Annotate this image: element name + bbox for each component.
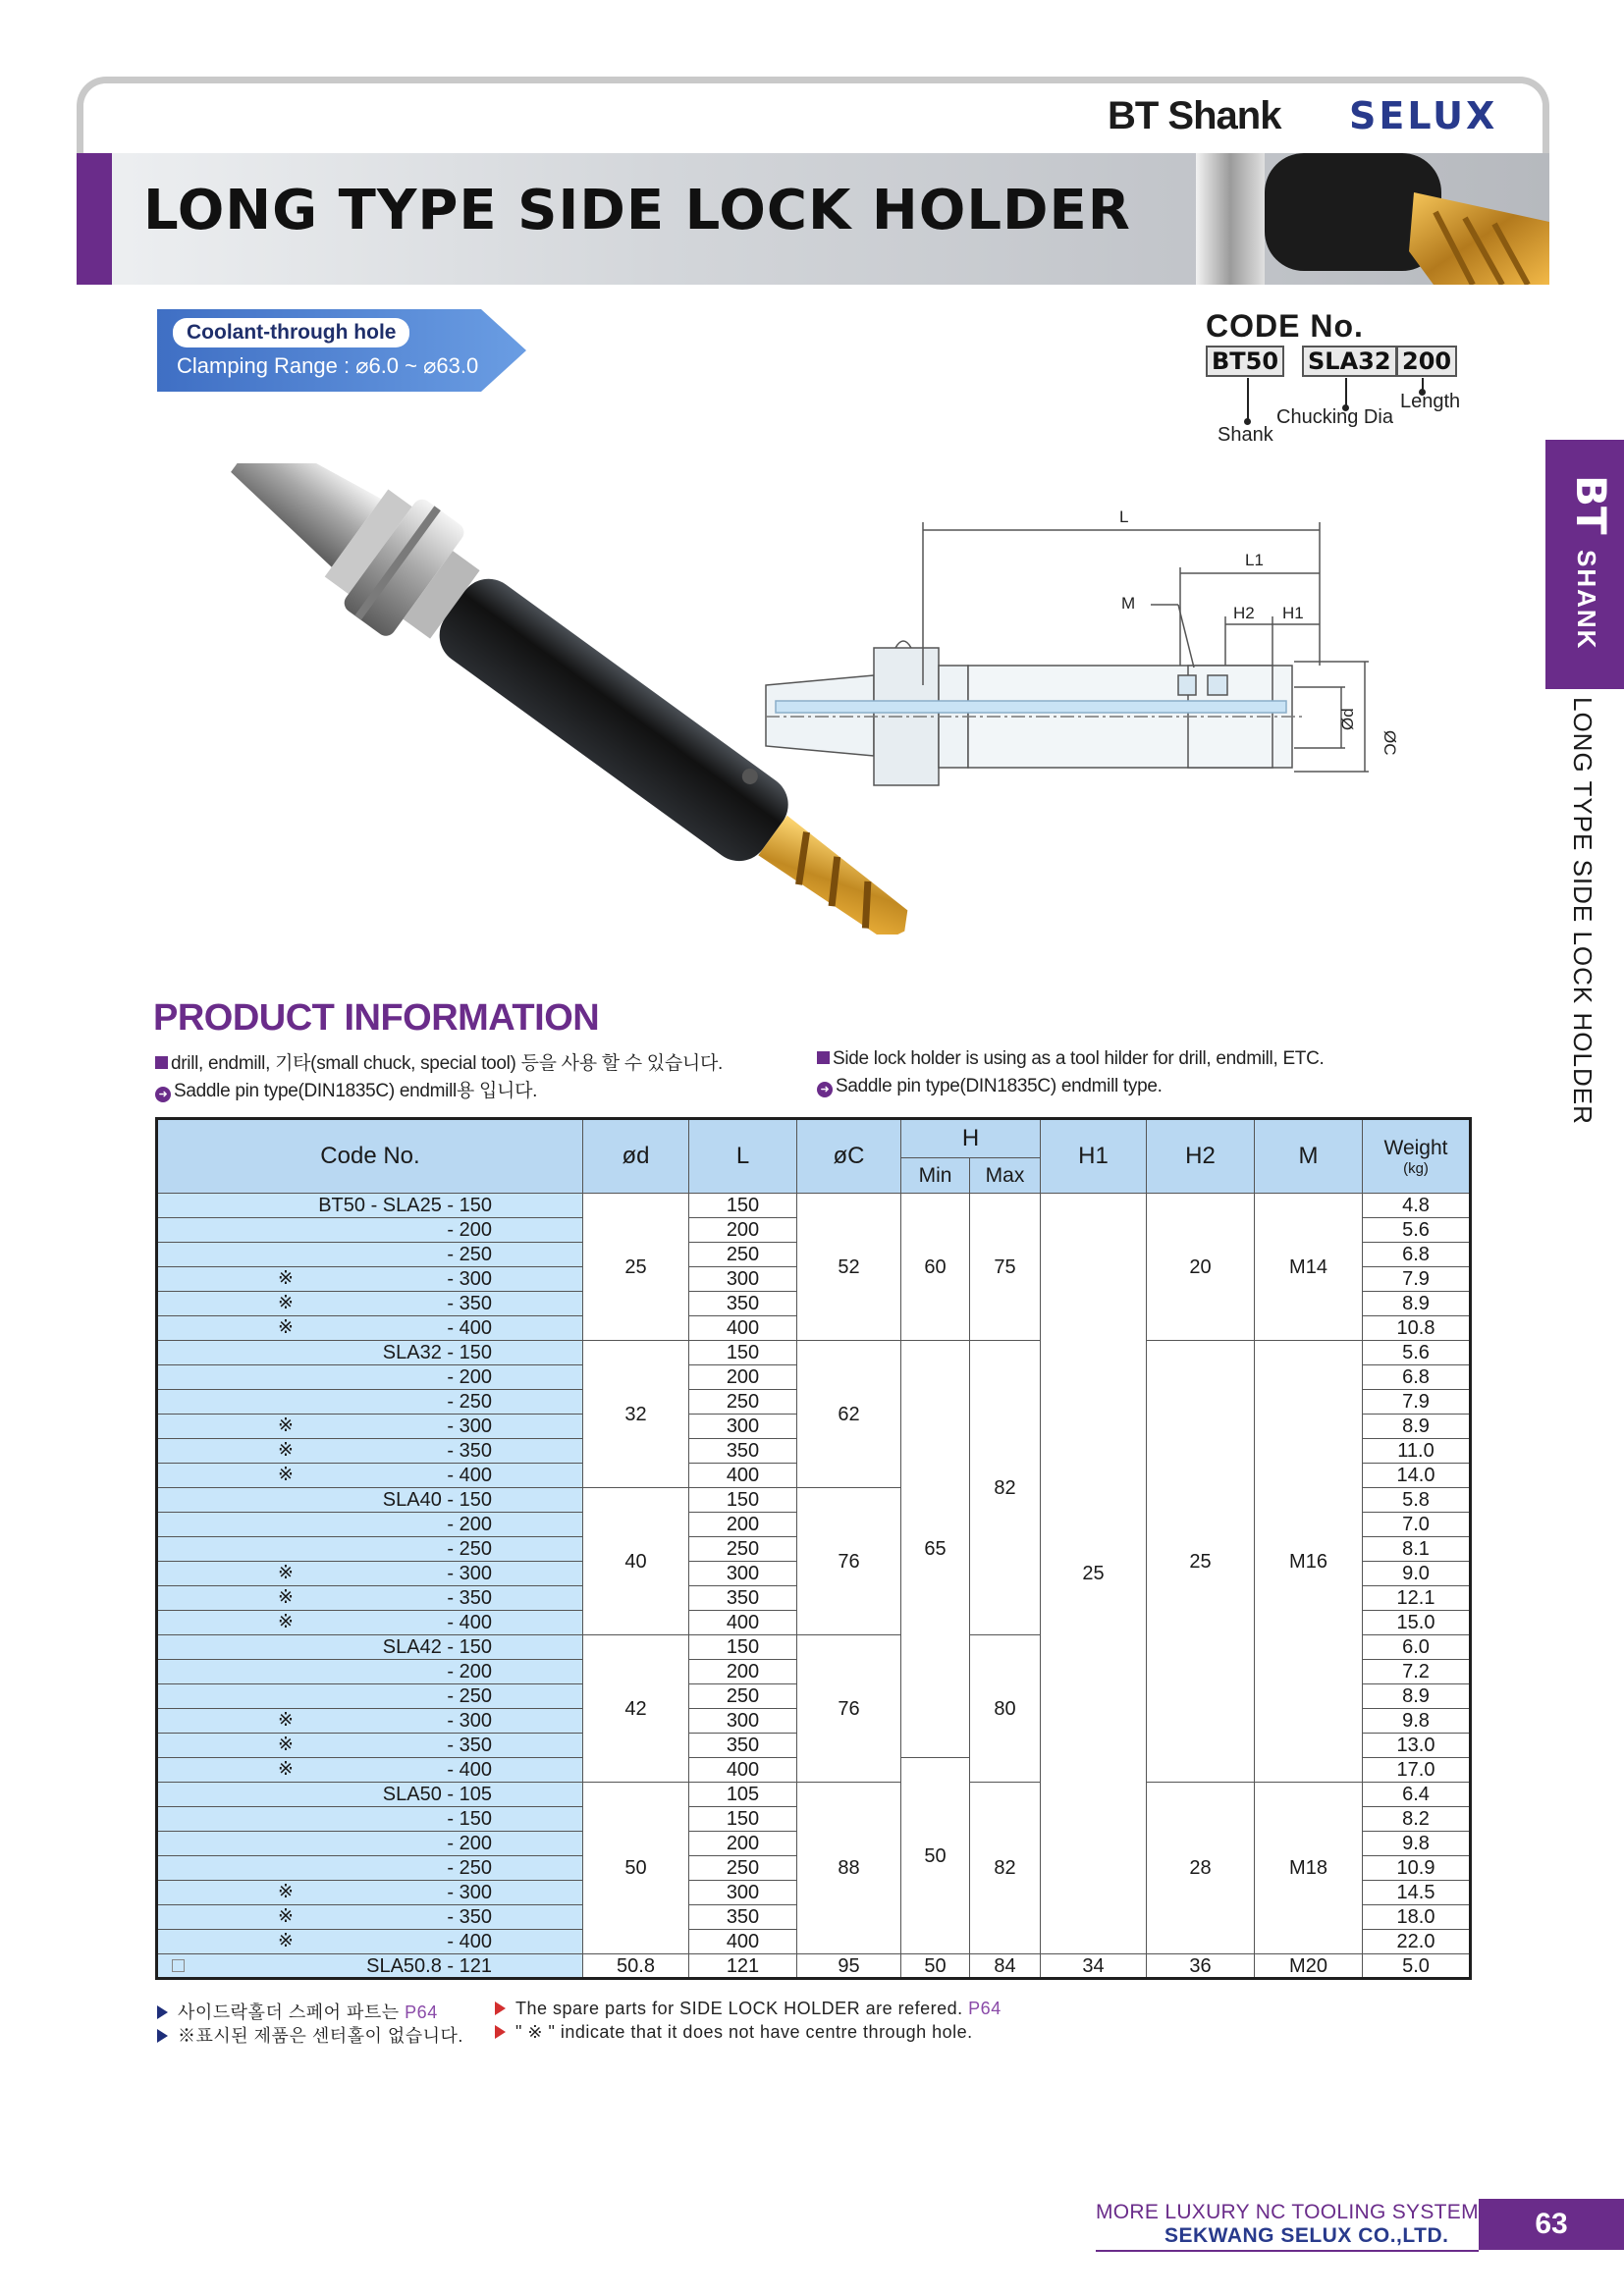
- header-oc: øC: [797, 1119, 901, 1194]
- dim-label-L1: L1: [1245, 551, 1264, 569]
- cell-length: 400: [689, 1464, 797, 1488]
- cell-od: 40: [583, 1488, 689, 1635]
- no-centre-hole-mark: ※: [278, 1415, 294, 1436]
- cell-hmin: 60: [901, 1194, 970, 1341]
- no-centre-hole-mark: ※: [278, 1931, 294, 1951]
- note-en-2: ➜ Saddle pin type(DIN1835C) endmill type.: [817, 1076, 1163, 1097]
- clamping-range: Clamping Range : ⌀6.0 ~ ⌀63.0: [177, 353, 479, 378]
- badge-label: Coolant-through hole: [173, 318, 409, 347]
- cell-code: [157, 1218, 583, 1243]
- note-kr-2: ➜ Saddle pin type(DIN1835C) endmill용 입니다.: [155, 1076, 537, 1102]
- series-title: BT Shank: [1108, 94, 1281, 137]
- code-label-length: Length: [1400, 391, 1461, 412]
- cell-weight: 8.1: [1363, 1537, 1471, 1562]
- cell-od: 25: [583, 1194, 689, 1341]
- page-number: 63: [1479, 2199, 1624, 2250]
- cell-length: 250: [689, 1856, 797, 1881]
- cell-m: M14: [1255, 1194, 1363, 1341]
- cell-length: 200: [689, 1513, 797, 1537]
- code-text: - 200: [447, 1833, 492, 1854]
- cell-weight: 6.4: [1363, 1783, 1471, 1807]
- side-product-name: LONG TYPE SIDE LOCK HOLDER: [1568, 697, 1597, 1125]
- header-weight: Weight (kg): [1363, 1119, 1471, 1194]
- cell-code: [157, 1905, 583, 1930]
- footer-rule: [1096, 2250, 1479, 2252]
- cell-code: [157, 1709, 583, 1734]
- cell-od: 50.8: [583, 1954, 689, 1979]
- code-text: SLA32 - 150: [382, 1342, 492, 1363]
- arrow-circle-icon: ➜: [155, 1087, 171, 1102]
- no-centre-hole-mark: ※: [278, 1465, 294, 1485]
- cell-h1: 34: [1041, 1954, 1147, 1979]
- cell-od: 50: [583, 1783, 689, 1954]
- triangle-bullet-icon: [157, 2029, 168, 2043]
- code-text: - 200: [447, 1514, 492, 1535]
- code-label-chucking: Chucking Dia: [1276, 406, 1393, 428]
- footer-tagline: MORE LUXURY NC TOOLING SYSTEM: [1096, 2201, 1479, 2223]
- code-text: SLA50.8 - 121: [366, 1955, 492, 1977]
- code-text: SLA50 - 105: [382, 1784, 492, 1805]
- cell-length: 250: [689, 1390, 797, 1415]
- cell-length: 200: [689, 1660, 797, 1684]
- code-text: - 250: [447, 1391, 492, 1413]
- cell-weight: 4.8: [1363, 1194, 1471, 1218]
- no-centre-hole-mark: ※: [278, 1293, 294, 1313]
- cell-h2: 28: [1147, 1783, 1255, 1954]
- cell-weight: 6.8: [1363, 1365, 1471, 1390]
- cell-weight: 8.2: [1363, 1807, 1471, 1832]
- triangle-bullet-icon: [157, 2005, 168, 2019]
- cell-code: [157, 1832, 583, 1856]
- square-bullet-icon: [155, 1056, 168, 1069]
- cell-length: 105: [689, 1783, 797, 1807]
- header-code: Code No.: [157, 1119, 583, 1194]
- header-od: ød: [583, 1119, 689, 1194]
- cell-weight: 10.9: [1363, 1856, 1471, 1881]
- code-text: - 350: [447, 1906, 492, 1928]
- cell-code: [157, 1954, 583, 1979]
- code-text: - 300: [447, 1563, 492, 1584]
- no-centre-hole-mark: ※: [278, 1710, 294, 1731]
- cell-length: 150: [689, 1341, 797, 1365]
- cell-length: 300: [689, 1267, 797, 1292]
- cell-weight: 7.2: [1363, 1660, 1471, 1684]
- table-row: [157, 1783, 1471, 1807]
- code-text: - 400: [447, 1317, 492, 1339]
- cell-code: [157, 1537, 583, 1562]
- header-top-strip: [83, 83, 1543, 152]
- code-text: - 350: [447, 1293, 492, 1314]
- no-centre-hole-mark: ※: [278, 1759, 294, 1780]
- header-L: L: [689, 1119, 797, 1194]
- code-text: - 400: [447, 1931, 492, 1952]
- code-text: - 250: [447, 1685, 492, 1707]
- side-tab-bt: BT: [1567, 475, 1615, 535]
- cell-length: 200: [689, 1218, 797, 1243]
- code-text: - 300: [447, 1268, 492, 1290]
- cell-hmax: 84: [970, 1954, 1041, 1979]
- cell-hmin: 50: [901, 1954, 970, 1979]
- no-centre-hole-mark: ※: [278, 1587, 294, 1608]
- cell-weight: 9.8: [1363, 1832, 1471, 1856]
- cell-weight: 6.8: [1363, 1243, 1471, 1267]
- cell-length: 150: [689, 1194, 797, 1218]
- cell-weight: 15.0: [1363, 1611, 1471, 1635]
- cell-length: 150: [689, 1807, 797, 1832]
- cell-h1: 25: [1041, 1194, 1147, 1954]
- code-label-shank: Shank: [1218, 424, 1273, 446]
- cell-length: 300: [689, 1881, 797, 1905]
- cell-code: [157, 1341, 583, 1365]
- cell-h2: 25: [1147, 1341, 1255, 1783]
- no-centre-hole-mark: ※: [278, 1268, 294, 1289]
- cell-code: [157, 1758, 583, 1783]
- cell-length: 300: [689, 1415, 797, 1439]
- cell-weight: 5.6: [1363, 1218, 1471, 1243]
- header-H-min: Min: [901, 1158, 970, 1194]
- footnote-kr-1: 사이드락홀더 스페어 파트는 P64: [157, 1999, 438, 2024]
- cell-weight: 11.0: [1363, 1439, 1471, 1464]
- cell-length: 300: [689, 1709, 797, 1734]
- code-text: - 300: [447, 1882, 492, 1903]
- table-row: [157, 1194, 1471, 1218]
- section-title: PRODUCT INFORMATION: [153, 997, 600, 1039]
- cell-weight: 5.8: [1363, 1488, 1471, 1513]
- cell-oc: 76: [797, 1635, 901, 1783]
- cell-m: M16: [1255, 1341, 1363, 1783]
- footnote-kr-2: ※표시된 제품은 센터홀이 없습니다.: [157, 2022, 463, 2048]
- cell-weight: 18.0: [1363, 1905, 1471, 1930]
- cell-length: 150: [689, 1635, 797, 1660]
- cell-length: 250: [689, 1537, 797, 1562]
- brand-logo: SELUX: [1349, 94, 1498, 137]
- cell-length: 350: [689, 1292, 797, 1316]
- cell-code: [157, 1415, 583, 1439]
- cell-code: [157, 1856, 583, 1881]
- cell-length: 400: [689, 1611, 797, 1635]
- code-text: - 350: [447, 1735, 492, 1756]
- cell-code: [157, 1464, 583, 1488]
- cell-length: 250: [689, 1243, 797, 1267]
- code-text: - 350: [447, 1587, 492, 1609]
- code-part-length: 200: [1396, 346, 1457, 377]
- table-row: [157, 1954, 1471, 1979]
- cell-length: 350: [689, 1905, 797, 1930]
- cell-code: [157, 1267, 583, 1292]
- spec-table: [155, 1117, 1472, 1980]
- code-text: - 250: [447, 1857, 492, 1879]
- cell-code: [157, 1807, 583, 1832]
- cell-code: [157, 1292, 583, 1316]
- cell-weight: 8.9: [1363, 1684, 1471, 1709]
- dim-label-L: L: [1119, 507, 1129, 526]
- triangle-bullet-icon: [495, 2002, 506, 2015]
- code-text: - 400: [447, 1759, 492, 1781]
- square-outline-icon: [172, 1959, 185, 1972]
- code-text: - 300: [447, 1710, 492, 1732]
- header-M: M: [1255, 1119, 1363, 1194]
- dim-label-H1: H1: [1282, 604, 1304, 622]
- header-H: H: [901, 1119, 1041, 1158]
- code-text: - 350: [447, 1440, 492, 1462]
- code-text: - 400: [447, 1612, 492, 1633]
- dim-label-od: Ød: [1338, 708, 1357, 730]
- no-centre-hole-mark: ※: [278, 1612, 294, 1632]
- cell-length: 350: [689, 1439, 797, 1464]
- cell-code: [157, 1243, 583, 1267]
- code-leader: [1345, 378, 1347, 407]
- cell-weight: 7.9: [1363, 1390, 1471, 1415]
- cell-oc: 76: [797, 1488, 901, 1635]
- cell-od: 42: [583, 1635, 689, 1783]
- cell-w: 5.0: [1363, 1954, 1471, 1979]
- code-text: - 250: [447, 1244, 492, 1265]
- code-text: BT50 - SLA25 - 150: [318, 1195, 492, 1216]
- cell-length: 400: [689, 1316, 797, 1341]
- cell-weight: 9.8: [1363, 1709, 1471, 1734]
- cell-code: [157, 1930, 583, 1954]
- footnote-en-2: " ※ " indicate that it does not have centre through hole.: [495, 2022, 973, 2043]
- cell-weight: 17.0: [1363, 1758, 1471, 1783]
- cell-weight: 10.8: [1363, 1316, 1471, 1341]
- cell-weight: 7.0: [1363, 1513, 1471, 1537]
- code-text: SLA42 - 150: [382, 1636, 492, 1658]
- cell-code: [157, 1316, 583, 1341]
- cell-weight: 14.0: [1363, 1464, 1471, 1488]
- side-tab-shank: SHANK: [1572, 550, 1601, 651]
- code-text: SLA40 - 150: [382, 1489, 492, 1511]
- cell-code: [157, 1390, 583, 1415]
- cell-code: [157, 1684, 583, 1709]
- triangle-bullet-icon: [495, 2025, 506, 2039]
- cell-m: M20: [1255, 1954, 1363, 1979]
- cell-length: 200: [689, 1365, 797, 1390]
- cell-oc: 88: [797, 1783, 901, 1954]
- cell-weight: 12.1: [1363, 1586, 1471, 1611]
- no-centre-hole-mark: ※: [278, 1882, 294, 1902]
- cell-code: [157, 1734, 583, 1758]
- cell-hmax: 82: [970, 1783, 1041, 1954]
- header-accent-bar: [77, 153, 112, 285]
- cell-h2: 20: [1147, 1194, 1255, 1341]
- cell-weight: 13.0: [1363, 1734, 1471, 1758]
- cell-weight: 22.0: [1363, 1930, 1471, 1954]
- code-text: - 400: [447, 1465, 492, 1486]
- header-H1: H1: [1041, 1119, 1147, 1194]
- page-title: LONG TYPE SIDE LOCK HOLDER: [143, 179, 1131, 242]
- note-kr-1: drill, endmill, 기타(small chuck, special tool) 등을 사용 할 수 있습니다.: [155, 1048, 723, 1075]
- cell-weight: 5.6: [1363, 1341, 1471, 1365]
- cell-code: [157, 1586, 583, 1611]
- cell-weight: 7.9: [1363, 1267, 1471, 1292]
- cell-hmax: 75: [970, 1194, 1041, 1341]
- cell-hmin: 50: [901, 1758, 970, 1954]
- no-centre-hole-mark: ※: [278, 1317, 294, 1338]
- cell-code: [157, 1881, 583, 1905]
- code-text: - 250: [447, 1538, 492, 1560]
- no-centre-hole-mark: ※: [278, 1735, 294, 1755]
- dim-label-oc: ØC: [1380, 730, 1399, 756]
- cell-length: 300: [689, 1562, 797, 1586]
- arrow-circle-icon: ➜: [817, 1082, 833, 1097]
- cell-oc: 52: [797, 1194, 901, 1341]
- code-text: - 200: [447, 1366, 492, 1388]
- code-leader: [1247, 378, 1249, 421]
- table-row: [157, 1341, 1471, 1365]
- cell-length: 150: [689, 1488, 797, 1513]
- code-text: - 300: [447, 1415, 492, 1437]
- technical-drawing: [756, 499, 1463, 823]
- header-tool-image: [1178, 153, 1549, 285]
- cell-length: 250: [689, 1684, 797, 1709]
- header-H-max: Max: [970, 1158, 1041, 1194]
- cell-weight: 9.0: [1363, 1562, 1471, 1586]
- code-text: - 150: [447, 1808, 492, 1830]
- no-centre-hole-mark: ※: [278, 1906, 294, 1927]
- cell-code: [157, 1611, 583, 1635]
- cell-oc: 62: [797, 1341, 901, 1488]
- cell-length: 400: [689, 1758, 797, 1783]
- cell-code: [157, 1194, 583, 1218]
- footer-company: SEKWANG SELUX CO.,LTD.: [1164, 2224, 1449, 2247]
- cell-code: [157, 1513, 583, 1537]
- cell-code: [157, 1488, 583, 1513]
- square-bullet-icon: [817, 1051, 830, 1064]
- cell-code: [157, 1365, 583, 1390]
- cell-m: M18: [1255, 1783, 1363, 1954]
- cell-length: 350: [689, 1586, 797, 1611]
- footnote-en-1: The spare parts for SIDE LOCK HOLDER are refered. P64: [495, 1999, 1001, 2019]
- no-centre-hole-mark: ※: [278, 1563, 294, 1583]
- cell-h2: 36: [1147, 1954, 1255, 1979]
- cell-weight: 6.0: [1363, 1635, 1471, 1660]
- cell-weight: 8.9: [1363, 1292, 1471, 1316]
- note-en-1: Side lock holder is using as a tool hilder for drill, endmill, ETC.: [817, 1048, 1325, 1070]
- cell-code: [157, 1439, 583, 1464]
- cell-weight: 8.9: [1363, 1415, 1471, 1439]
- cell-code: [157, 1562, 583, 1586]
- cell-od: 32: [583, 1341, 689, 1488]
- cell-oc: 95: [797, 1954, 901, 1979]
- code-part-chucking: SLA32: [1302, 346, 1397, 377]
- cell-length: 200: [689, 1832, 797, 1856]
- code-text: - 200: [447, 1661, 492, 1682]
- cell-weight: 14.5: [1363, 1881, 1471, 1905]
- cell-code: [157, 1635, 583, 1660]
- cell-length: 400: [689, 1930, 797, 1954]
- code-no-title: CODE No.: [1206, 308, 1364, 344]
- cell-length: 350: [689, 1734, 797, 1758]
- cell-code: [157, 1783, 583, 1807]
- header-H2: H2: [1147, 1119, 1255, 1194]
- cell-hmax: 80: [970, 1635, 1041, 1783]
- cell-hmin: 65: [901, 1341, 970, 1758]
- cell-hmax: 82: [970, 1341, 1041, 1635]
- cell-code: [157, 1660, 583, 1684]
- no-centre-hole-mark: ※: [278, 1440, 294, 1461]
- code-part-shank: BT50: [1206, 346, 1284, 377]
- dim-label-M: M: [1121, 594, 1136, 613]
- cell-L: 121: [689, 1954, 797, 1979]
- dim-label-H2: H2: [1233, 604, 1255, 622]
- code-text: - 200: [447, 1219, 492, 1241]
